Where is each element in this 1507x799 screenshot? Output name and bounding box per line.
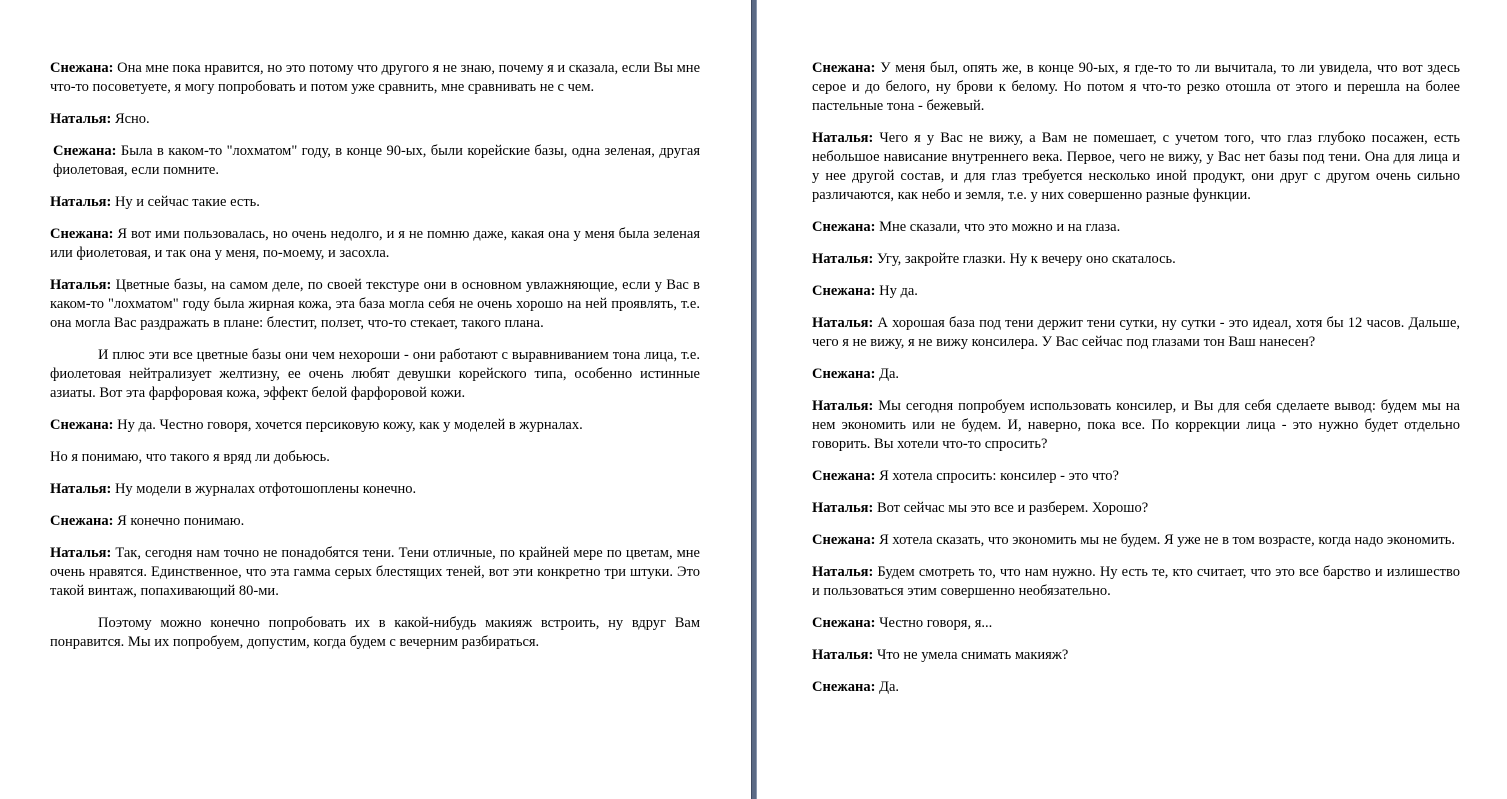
paragraph-text: Да. xyxy=(875,679,900,695)
paragraph xyxy=(50,614,700,652)
paragraph-text: Угу, закройте глазки. Ну к вечеру оно скаталось. xyxy=(873,251,1176,267)
paragraph-text: Да. xyxy=(875,366,900,382)
paragraph xyxy=(812,282,1460,301)
speaker-name: Наталья: xyxy=(812,500,874,516)
speaker-name: Снежана: xyxy=(812,468,876,484)
speaker-name: Наталья: xyxy=(50,277,112,293)
paragraph-text: Поэтому можно конечно попробовать их в какой-нибудь макияж встроить, ну вдруг Вам понравится. Мы их попробуем, допустим, когда будем с вечерним разбираться. xyxy=(50,615,700,650)
speaker-name: Снежана: xyxy=(50,417,114,433)
paragraph-text: Честно говоря, я... xyxy=(875,615,993,631)
paragraph-text: Ну модели в журналах отфотошоплены конечно. xyxy=(111,481,417,497)
paragraph-text: А хорошая база под тени держит тени сутки, ну сутки - это идеал, хотя бы 12 часов. Дальше, чего я не вижу, я не вижу консилера. У Вас сейчас под глазами тон Ваш нанесен? xyxy=(812,315,1460,350)
paragraph-text: Будем смотреть то, что нам нужно. Ну есть те, кто считает, что это все барство и излишество и пользоваться этим совершенно необязательно. xyxy=(812,564,1460,599)
paragraph xyxy=(50,110,700,129)
paragraph xyxy=(812,531,1460,550)
paragraph xyxy=(812,678,1460,697)
paragraph-text: Ну и сейчас такие есть. xyxy=(111,194,260,210)
paragraph xyxy=(812,397,1460,454)
paragraph-text: Мы сегодня попробуем использовать консилер, и Вы для себя сделаете вывод: будем мы на нем экономить или не будем. И, наверно, пока все. По коррекции лица - это нужно будет отдельно говорить. Вы хотели что-то спросить? xyxy=(812,398,1460,452)
document-page-left xyxy=(0,0,751,799)
paragraph-text: Мне сказали, что это можно и на глаза. xyxy=(875,219,1121,235)
speaker-name: Наталья: xyxy=(812,647,874,663)
paragraph xyxy=(812,59,1460,116)
paragraph-text: И плюс эти все цветные базы они чем нехороши - они работают с выравниванием тона лица, т.е. фиолетовая нейтрализует желтизну, ее очень любят девушки корейского типа, особенно истинные азиаты. Вот эта фарфоровая кожа, эффект белой фарфоровой кожи. xyxy=(50,347,700,401)
speaker-name: Наталья: xyxy=(812,251,874,267)
paragraph-text: Ясно. xyxy=(111,111,150,127)
paragraph xyxy=(50,193,700,212)
speaker-name: Снежана: xyxy=(50,226,114,242)
paragraph-text: Она мне пока нравится, но это потому что другого я не знаю, почему я и сказала, если Вы мне что-то посоветуете, я могу попробовать и потом уже сравнить, мне сравнивать не с чем. xyxy=(50,60,700,95)
speaker-name: Снежана: xyxy=(812,219,876,235)
speaker-name: Наталья: xyxy=(812,315,874,331)
paragraph-text: Вот сейчас мы это все и разберем. Хорошо? xyxy=(873,500,1149,516)
speaker-name: Наталья: xyxy=(50,481,112,497)
paragraph xyxy=(50,544,700,601)
speaker-name: Наталья: xyxy=(50,545,112,561)
paragraph xyxy=(812,250,1460,269)
speaker-name: Снежана: xyxy=(812,615,876,631)
paragraph-text: Я хотела спросить: консилер - это что? xyxy=(875,468,1119,484)
paragraph-text: Так, сегодня нам точно не понадобятся тени. Тени отличные, по крайней мере по цветам, мне очень нравятся. Единственное, что эта гамма серых блестящих теней, вот эти конкретно три штуки. Это такой винтаж, попахивающий 80-ми. xyxy=(50,545,700,599)
paragraph xyxy=(812,499,1460,518)
paragraph xyxy=(50,480,700,499)
paragraph xyxy=(812,467,1460,486)
paragraph-text: Чего я у Вас не вижу, а Вам не помешает, с учетом того, что глаз глубоко посажен, есть небольшое нависание внутреннего века. Первое, чего не вижу, у Вас нет базы под тени. Она для лица и у нее другой состав, и для глаз требуется несколько иной продукт, они друг с другом очень сильно различаются, как небо и земля, т.е. у них совершенно разные функции. xyxy=(812,130,1460,203)
paragraph xyxy=(50,416,700,435)
document-page-right xyxy=(757,0,1507,799)
paragraph-text: Была в каком-то "лохматом" году, в конце 90-ых, были корейские базы, одна зеленая, другая фиолетовая, если помните. xyxy=(53,143,700,178)
paragraph xyxy=(50,59,700,97)
paragraph-text: Ну да. xyxy=(875,283,918,299)
paragraph xyxy=(812,129,1460,205)
paragraph-text: Я конечно понимаю. xyxy=(113,513,245,529)
paragraph xyxy=(50,512,700,531)
paragraph-text: Что не умела снимать макияж? xyxy=(873,647,1069,663)
speaker-name: Снежана: xyxy=(812,532,876,548)
paragraph-text: Но я понимаю, что такого я вряд ли добьюсь. xyxy=(50,449,330,465)
paragraph xyxy=(812,365,1460,384)
speaker-name: Снежана: xyxy=(50,60,114,76)
paragraph-text: Цветные базы, на самом деле, по своей текстуре они в основном увлажняющие, если у Вас в каком-то "лохматом" году была жирная кожа, эта база могла себя не очень хорошо на ней проявлять, т.е. она могла Вас раздражать в плане: блестит, ползет, что-то стекает, такого плана. xyxy=(50,277,700,331)
paragraph xyxy=(50,142,700,180)
speaker-name: Наталья: xyxy=(812,398,874,414)
speaker-name: Снежана: xyxy=(812,366,876,382)
paragraph xyxy=(812,563,1460,601)
speaker-name: Наталья: xyxy=(50,194,112,210)
speaker-name: Наталья: xyxy=(812,564,874,580)
speaker-name: Снежана: xyxy=(812,283,876,299)
speaker-name: Снежана: xyxy=(53,143,117,159)
paragraph xyxy=(812,646,1460,665)
paragraph xyxy=(812,614,1460,633)
speaker-name: Наталья: xyxy=(50,111,112,127)
speaker-name: Снежана: xyxy=(50,513,114,529)
paragraph xyxy=(50,346,700,403)
paragraph-text: Я вот ими пользовалась, но очень недолго, и я не помню даже, какая она у меня была зеленая или фиолетовая, и так она у меня, по-моему, и засохла. xyxy=(50,226,700,261)
paragraph xyxy=(50,276,700,333)
speaker-name: Наталья: xyxy=(812,130,874,146)
speaker-name: Снежана: xyxy=(812,679,876,695)
paragraph xyxy=(50,448,700,467)
paragraph xyxy=(812,314,1460,352)
paragraph-text: Я хотела сказать, что экономить мы не будем. Я уже не в том возрасте, когда надо экономить. xyxy=(875,532,1456,548)
paragraph-text: Ну да. Честно говоря, хочется персиковую кожу, как у моделей в журналах. xyxy=(113,417,583,433)
paragraph xyxy=(812,218,1460,237)
paragraph xyxy=(50,225,700,263)
paragraph-text: У меня был, опять же, в конце 90-ых, я где-то то ли вычитала, то ли увидела, что вот здесь серое и до белого, ну брови к белому. Но потом я что-то резко отошла от этого и перешла на более пастельные тона - бежевый. xyxy=(812,60,1460,114)
speaker-name: Снежана: xyxy=(812,60,876,76)
